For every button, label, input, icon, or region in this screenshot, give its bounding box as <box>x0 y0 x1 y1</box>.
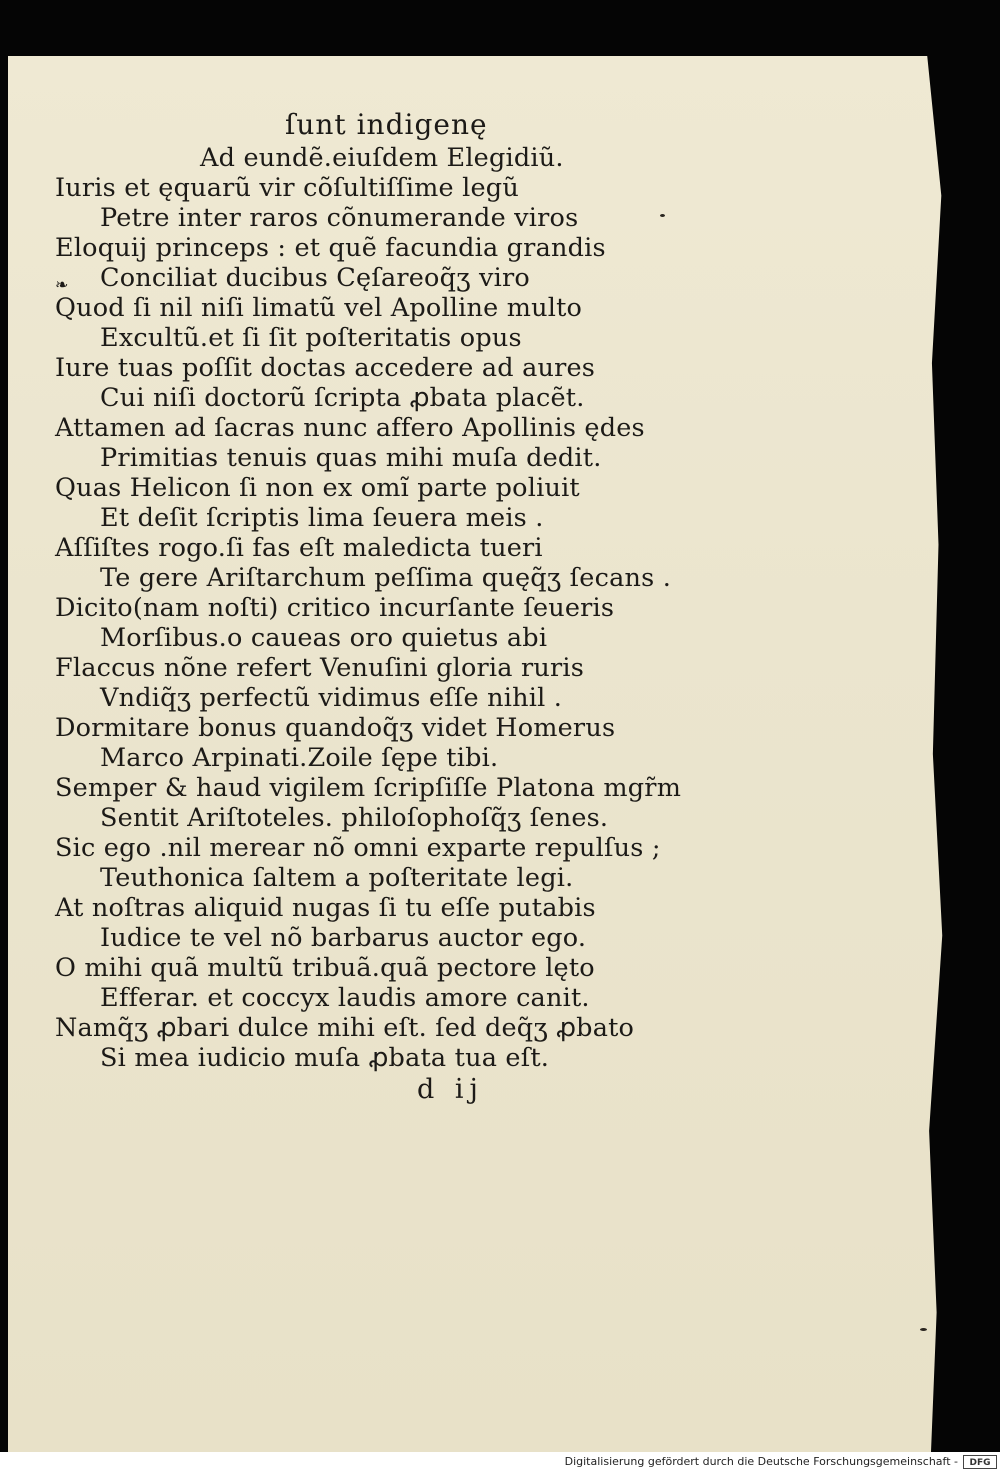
poem-line-pentameter: Petre inter raros cõnumerande viros <box>100 203 579 233</box>
footer-credit: Digitalisierung gefördert durch die Deutsche Forschungsgemeinschaft - <box>564 1455 958 1468</box>
poem-line-pentameter: Et deſit ſcriptis lima ſeuera meis . <box>100 503 544 533</box>
poem-line-pentameter: Excultũ.et ſi ſit poſteritatis opus <box>100 323 522 353</box>
poem-line-hexameter: Flaccus nõne refert Venuſini gloria ruris <box>55 653 584 683</box>
digitization-footer <box>0 1452 1000 1473</box>
poem-line-hexameter: Dicito(nam noſti) critico incurſante ſeueris <box>55 593 615 623</box>
poem-line-hexameter: Dormitare bonus quandoq̃ʒ videt Homerus <box>55 713 616 743</box>
poem-line-hexameter: Namq̃ʒ ꝓbari dulce mihi eſt. ſed deq̃ʒ ꝓbato <box>55 1013 635 1043</box>
poem-line-pentameter: Iudice te vel nõ barbarus auctor ego. <box>100 923 587 953</box>
poem-line-pentameter: Te gere Ariſtarchum peſſima quęq̃ʒ ſecans . <box>100 563 672 593</box>
poem-line-pentameter: Teuthonica ſaltem a poſteritate legi. <box>100 863 574 893</box>
poem-line-pentameter: Primitias tenuis quas mihi muſa dedit. <box>100 443 602 473</box>
signature-mark: d ij <box>417 1074 484 1105</box>
poem-line-pentameter: Efferar. et coccyx laudis amore canit. <box>100 983 590 1013</box>
poem-line-hexameter: At noſtras aliquid nugas ſi tu eſſe putabis <box>55 893 596 923</box>
poem-line-pentameter: Vndiq̃ʒ perfectũ vidimus eſſe nihil . <box>100 683 563 713</box>
running-head: ſunt indigenę <box>285 108 488 141</box>
poem-title: Ad eundẽ.eiuſdem Elegidiũ. <box>200 143 564 173</box>
poem-line-pentameter: Conciliat ducibus Cęſareoq̃ʒ viro <box>100 263 530 293</box>
poem-line-pentameter: Si mea iudicio muſa ꝓbata tua eſt. <box>100 1043 550 1073</box>
poem-line-hexameter: Sic ego .nil merear nõ omni exparte repulſus ; <box>55 833 661 863</box>
poem-line-pentameter: Morſibus.o caueas oro quietus abi <box>100 623 548 653</box>
poem-line-hexameter: O mihi quã multũ tribuã.quã pectore lęto <box>55 953 595 983</box>
poem-line-hexameter: Attamen ad ſacras nunc affero Apollinis ędes <box>55 413 645 443</box>
poem-line-pentameter: Marco Arpinati.Zoile ſępe tibi. <box>100 743 499 773</box>
poem-line-hexameter: Eloquij princeps : et quẽ facundia grandis <box>55 233 606 263</box>
poem-line-hexameter: Quod ſi nil niſi limatũ vel Apolline multo <box>55 293 583 323</box>
marginal-mark-icon: ❧ <box>55 275 69 294</box>
poem-line-hexameter: Iuris et ęquarũ vir cõſultiſſime legũ <box>55 173 519 203</box>
poem-line-pentameter: Cui niſi doctorũ ſcripta ꝓbata placẽt. <box>100 383 585 413</box>
paper-blemish <box>660 214 665 217</box>
poem-line-hexameter: Semper & haud vigilem ſcripſiſſe Platona mgr̃m <box>55 773 682 803</box>
dfg-logo-icon: DFG <box>963 1455 997 1469</box>
poem-line-hexameter: Iure tuas poſſit doctas accedere ad aures <box>55 353 596 383</box>
poem-line-hexameter: Quas Helicon ſi non ex omĩ parte poliuit <box>55 473 580 503</box>
paper-blemish <box>920 1328 927 1331</box>
poem-line-hexameter: Aſſiſtes rogo.ſi fas eſt maledicta tueri <box>55 533 543 563</box>
poem-line-pentameter: Sentit Ariſtoteles. philoſophoſq̃ʒ ſenes. <box>100 803 609 833</box>
